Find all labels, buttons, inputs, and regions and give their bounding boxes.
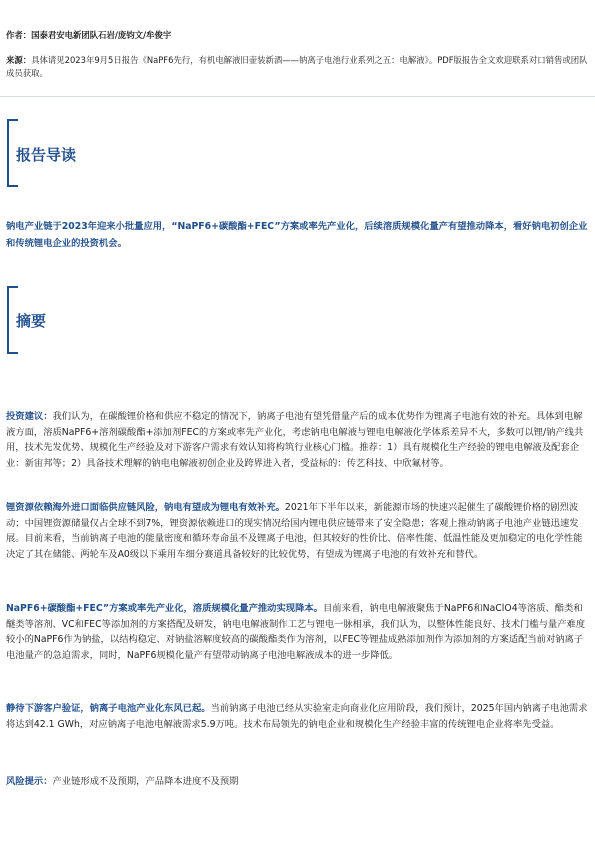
paragraph-investment-advice (6, 409, 590, 471)
source-label: 来源： (6, 55, 32, 65)
paragraph-body: 2021年下半年以来，新能源市场的快速兴起催生了碳酸锂价格的剧烈波动；中国锂资源储量仅占全球不到7%，锂资源依赖进口的现实情况给国内锂电供应链带来了安全隐患；客观上推动钠离子电池产业链迅速发展。目前来看，当前钠离子电池的能量密度和循环寿命虽不及锂离子电池，但其较好的性价比、倍率性能、低温性能及更加稳定的电化学性能决定了其在储能、两轮车及A0级以下乘用车细分赛道具备较好的比较优势，有望成为锂离子电池的有效补充和替代。 (6, 502, 583, 560)
paragraph-body: 当前钠离子电池已经从实验室走向商业化应用阶段，我们预计，2025年国内钠离子电池需求将达到42.1 GWh，对应钠离子电池电解液需求5.9万吨。技术布局领先的钠电企业和规模化生产经验丰富的传统锂电企业将率先受益。 (6, 703, 588, 730)
paragraph-supply-risk (6, 500, 590, 562)
source-line (6, 54, 588, 80)
paragraph-industrialization (6, 701, 590, 732)
paragraph-body: 产业链形成不及预期，产品降本进度不及预期 (52, 776, 239, 787)
paragraph-lead: NaPF6+碳酸酯+FEC”方案或率先产业化，溶质规模化量产推动实现降本。 (6, 603, 323, 614)
author-label: 作者： (6, 30, 32, 40)
paragraph-lead: 锂资源依赖海外进口面临供应链风险，钠电有望成为锂电有效补充。 (6, 502, 285, 513)
author-value: 国泰君安电新团队石岩/庞钧文/牟俊宇 (31, 30, 172, 40)
paragraph-body: 目前来看，钠电电解液聚焦于NaPF6和NaClO4等溶质、酯类和醚类等溶剂、VC和FEC等添加剂的方案搭配及研发，钠电电解液制作工艺与锂电一脉相承，我们认为，以整体性能良好、技术门槛与量产难度较小的NaPF6作为钠盐，以结构稳定、对钠盐溶解度较高的碳酸酯类作为溶剂，以FEC等锂盐成熟添加剂作为添加剂的方案适配当前对钠离子电池量产的急迫需求，同时，NaPF6规模化量产有望带动钠离子电池电解液成本的进一步降低。 (6, 603, 586, 661)
source-value: 具体请见2023年9月5日报告《NaPF6先行，有机电解液旧壶装新酒——钠离子电池行业系列之五：电解液》。PDF版报告全文欢迎联系对口销售或团队成员获取。 (6, 55, 588, 78)
author-line (6, 29, 171, 42)
paragraph-electrolyte-plan (6, 601, 590, 663)
paragraph-lead: 风险提示： (6, 776, 53, 787)
paragraph-lead: 投资建议： (6, 411, 53, 422)
paragraph-lead: 静待下游客户验证，钠离子电池产业化东风已起。 (6, 703, 211, 714)
paragraph-body: 我们认为，在碳酸锂价格和供应不稳定的情况下，钠离子电池有望凭借量产后的成本优势作为锂离子电池有效的补充。具体到电解液方面，溶质NaPF6+溶剂碳酸酯+添加剂FEC的方案或率先产业化，考虑钠电电解液与锂电电解液化学体系差异不大，多数可以锂/钠产线共用，技术先发优势、规模化生产经验及对下游客户需求有效认知将构筑行业核心门槛。推荐：1）具有规模化生产经验的锂电电解液及配套企业：新宙邦等；2）具备技术理解的钠电电解液初创企业及跨界进入者，受益标的：传艺科技、中欣氟材等。 (6, 411, 584, 469)
intro-section-title: 报告导读 (16, 146, 77, 164)
paragraph-risk-warning (6, 774, 590, 790)
report-headline: 钠电产业链于2023年迎来小批量应用，“NaPF6+碳酸酯+FEC”方案或率先产业化，后续溶质规模化量产有望推动降本，看好钠电初创企业和传统锂电企业的投资机会。 (6, 221, 588, 249)
summary-section-title: 摘要 (16, 312, 47, 330)
header-divider (0, 96, 595, 97)
